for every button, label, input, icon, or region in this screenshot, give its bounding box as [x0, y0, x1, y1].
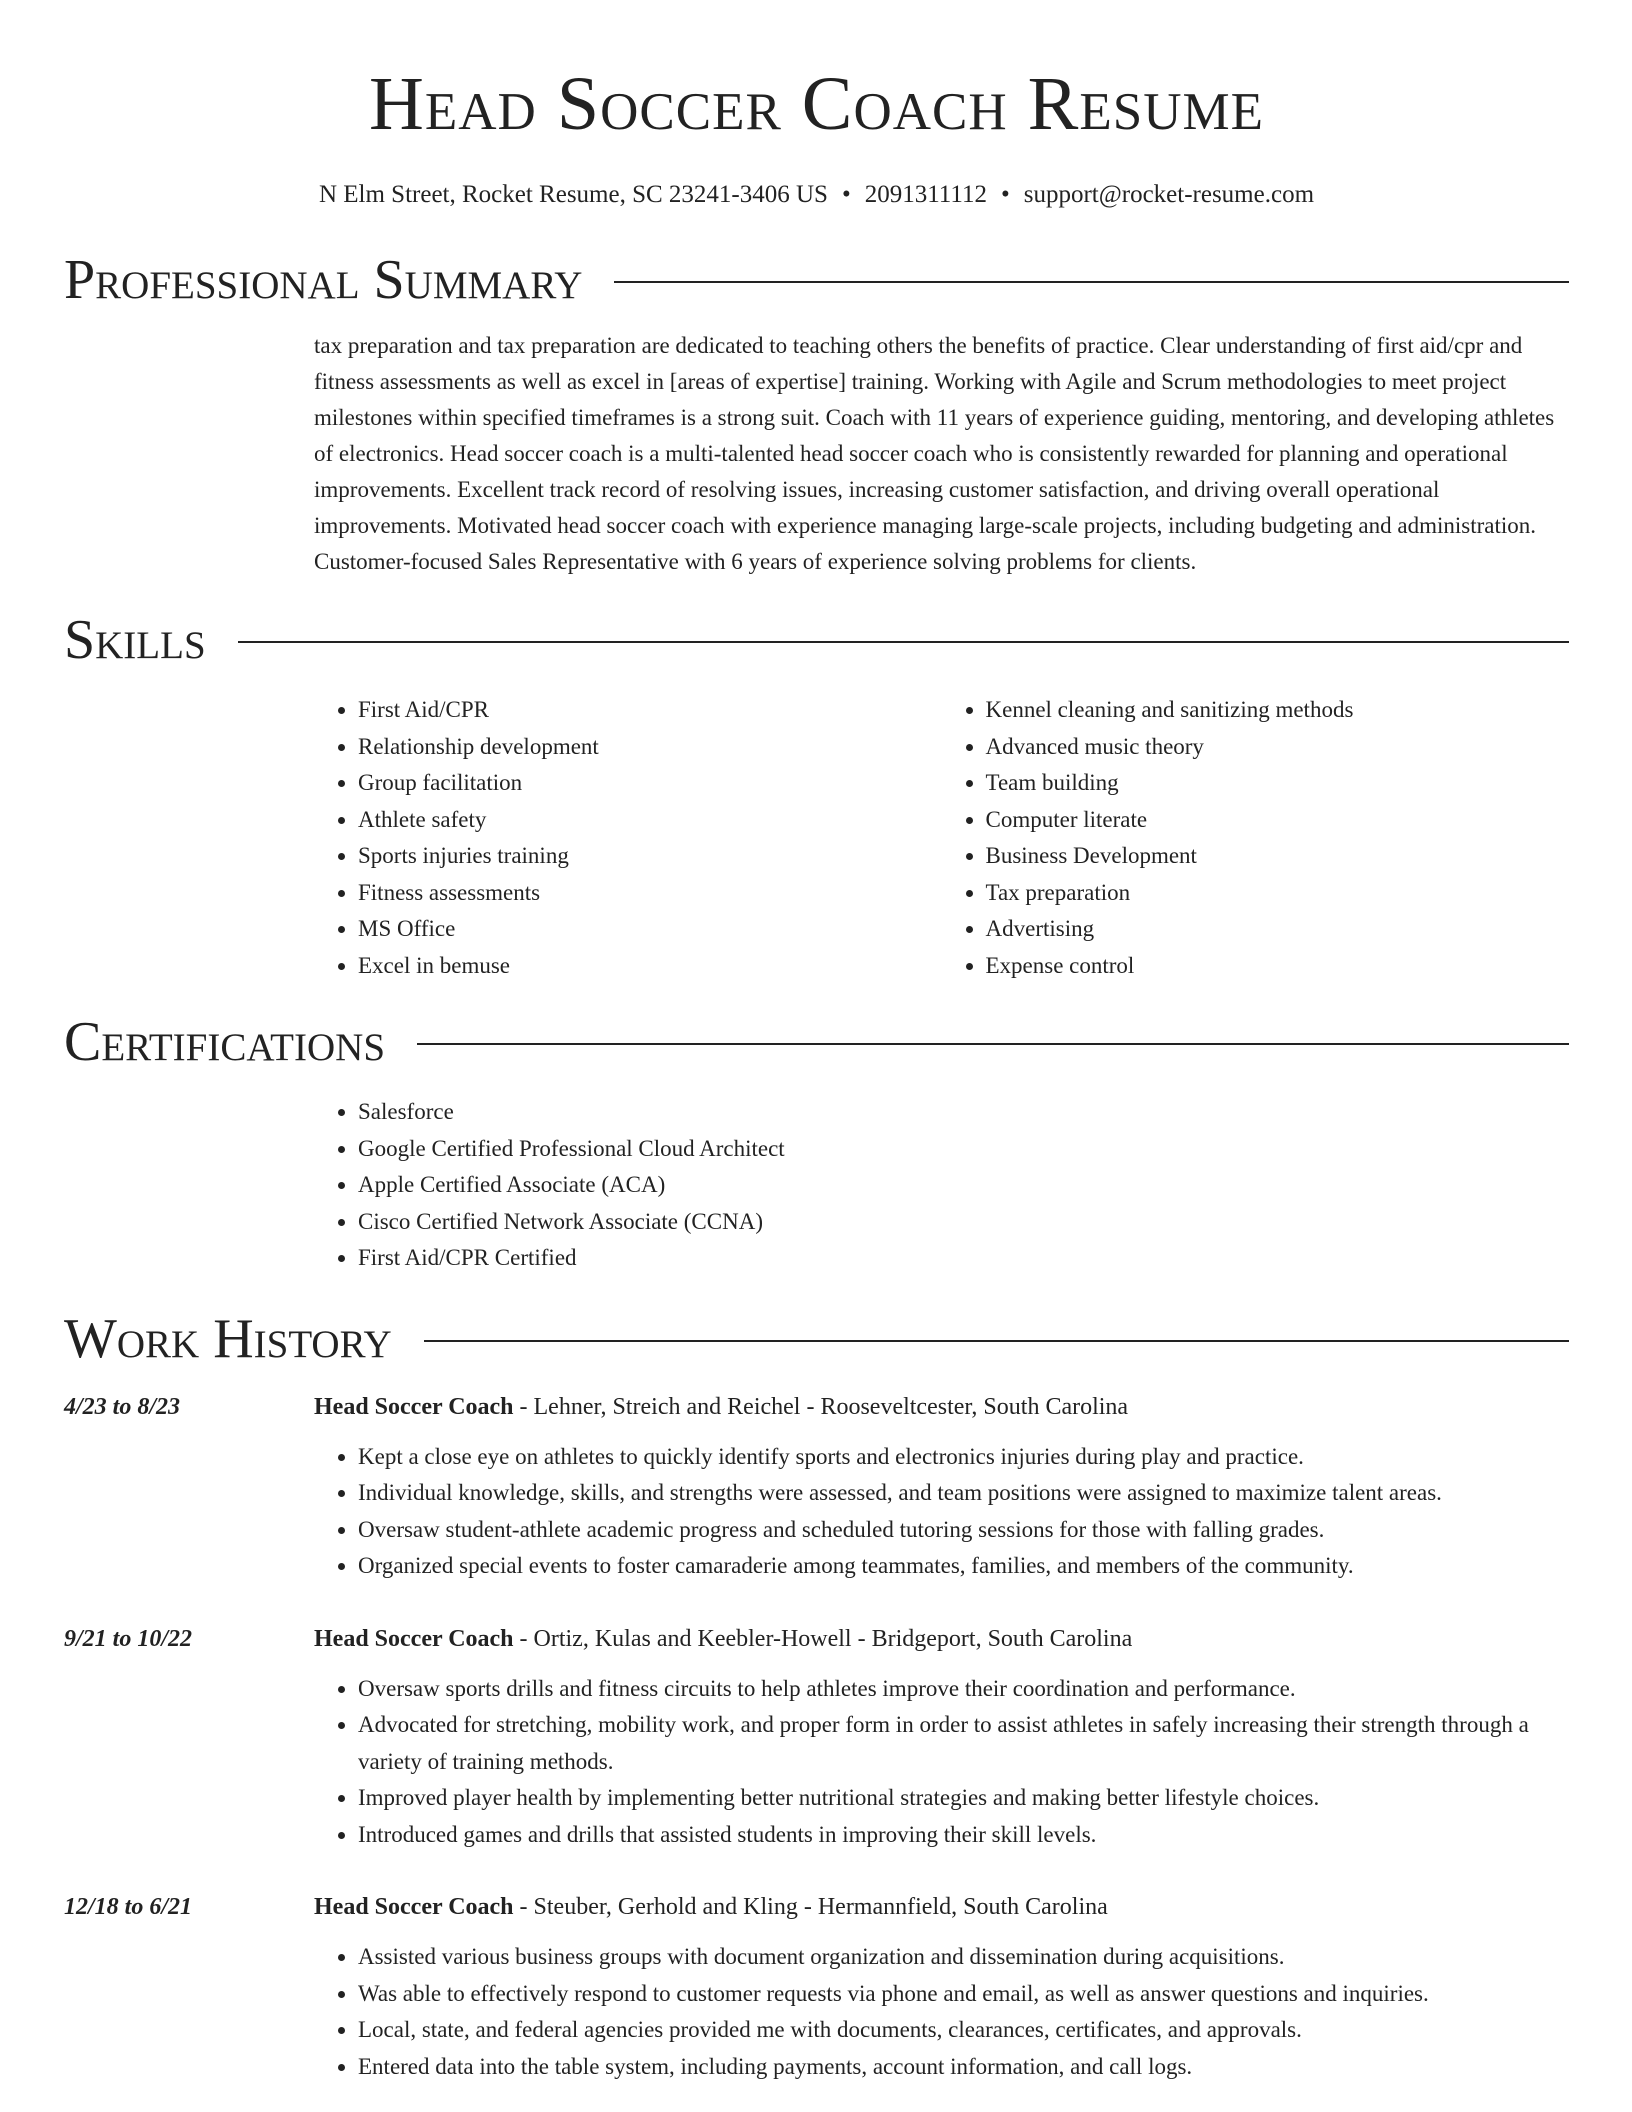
skill-item: • Advanced music theory: [986, 729, 1570, 766]
job-bullets: [314, 1671, 1569, 1854]
skills-grid: [314, 692, 1569, 984]
job-dates: 9/21 to 10/22: [64, 1625, 193, 1652]
job-role: Head Soccer Coach: [314, 1625, 514, 1652]
contact-phone[interactable]: 2091311112: [864, 181, 987, 208]
job-bullet: • Oversaw student-athlete academic progress and scheduled tutoring sessions for those with falling grades.: [358, 1512, 1569, 1549]
skill-item: • Sports injuries training: [358, 838, 942, 875]
skill-item: • Group facilitation: [358, 765, 942, 802]
contact-separator: •: [841, 181, 851, 208]
job-title-line: [314, 1889, 1569, 1925]
contact-address: N Elm Street, Rocket Resume, SC 23241-3406 US: [318, 181, 828, 208]
section-divider: [417, 1043, 1569, 1045]
skill-item: • Relationship development: [358, 729, 942, 766]
certification-item: • First Aid/CPR Certified: [358, 1240, 1569, 1277]
job-bullet: • Assisted various business groups with document organization and dissemination during acquisitions.: [358, 1939, 1569, 1976]
job-body: [314, 1389, 1569, 1585]
job-bullet: • Was able to effectively respond to customer requests via phone and email, as well as answer questions and inquiries.: [358, 1976, 1569, 2013]
contact-email[interactable]: support@rocket-resume.com: [1023, 181, 1315, 208]
skill-item: • Expense control: [986, 948, 1570, 985]
job-title-line: [314, 1621, 1569, 1657]
skill-item: • First Aid/CPR: [358, 692, 942, 729]
job-bullet: • Entered data into the table system, including payments, account information, and call logs.: [358, 2049, 1569, 2086]
skill-item: • Fitness assessments: [358, 875, 942, 912]
summary-section-header: [64, 248, 1569, 312]
certification-item: • Cisco Certified Network Associate (CCNA): [358, 1204, 1569, 1241]
skill-item: • Kennel cleaning and sanitizing methods: [986, 692, 1570, 729]
section-divider: [614, 281, 1569, 283]
certification-item: • Salesforce: [358, 1094, 1569, 1131]
skill-item: • MS Office: [358, 911, 942, 948]
job-dates: 4/23 to 8/23: [64, 1393, 181, 1420]
skills-list-left: [314, 692, 942, 984]
job-role: Head Soccer Coach: [314, 1393, 514, 1420]
skill-item: • Team building: [986, 765, 1570, 802]
resume-title: Head Soccer Coach Resume: [369, 62, 1264, 146]
certification-item: • Apple Certified Associate (ACA): [358, 1167, 1569, 1204]
job-bullet: • Kept a close eye on athletes to quickly identify sports and electronics injuries during play and practice.: [358, 1439, 1569, 1476]
section-divider: [424, 1340, 1569, 1342]
job-entry: [64, 1889, 1569, 2085]
job-bullet: • Advocated for stretching, mobility work, and proper form in order to assist athletes in safely increasing their strength through a variety of training methods.: [358, 1707, 1569, 1780]
certifications-block: [314, 1094, 1569, 1277]
skill-item: • Athlete safety: [358, 802, 942, 839]
job-body: [314, 1621, 1569, 1854]
work-section-header: [64, 1307, 1569, 1371]
skill-item: • Business Development: [986, 838, 1570, 875]
job-bullet: • Individual knowledge, skills, and strengths were assessed, and team positions were assigned to maximize talent areas.: [358, 1475, 1569, 1512]
job-entry: [64, 1621, 1569, 1854]
job-entry: [64, 1389, 1569, 1585]
job-body: [314, 1889, 1569, 2085]
skills-section-header: [64, 608, 1569, 672]
job-title-line: [314, 1389, 1569, 1425]
skill-item: • Tax preparation: [986, 875, 1570, 912]
job-role: Head Soccer Coach: [314, 1894, 514, 1920]
certification-item: • Google Certified Professional Cloud Architect: [358, 1131, 1569, 1168]
skills-heading: Skills: [64, 609, 206, 671]
certifications-section-header: [64, 1010, 1569, 1074]
job-bullets: [314, 1439, 1569, 1585]
job-employer: - Ortiz, Kulas and Keebler-Howell - Bridgeport, South Carolina: [513, 1625, 1133, 1652]
work-heading: Work History: [64, 1307, 392, 1370]
job-employer: - Lehner, Streich and Reichel - Rooseveltcester, South Carolina: [513, 1393, 1129, 1420]
job-bullet: • Improved player health by implementing better nutritional strategies and making better lifestyle choices.: [358, 1780, 1569, 1817]
certifications-heading: Certifications: [64, 1011, 386, 1073]
job-employer: - Steuber, Gerhold and Kling - Hermannfield, South Carolina: [513, 1894, 1108, 1920]
summary-heading: Professional Summary: [64, 249, 583, 311]
skill-item: • Computer literate: [986, 802, 1570, 839]
skill-item: • Excel in bemuse: [358, 948, 942, 985]
job-bullets: [314, 1939, 1569, 2085]
skill-item: • Advertising: [986, 911, 1570, 948]
contact-separator: •: [1000, 181, 1010, 208]
skills-list-right: [942, 692, 1570, 984]
job-bullet: • Oversaw sports drills and fitness circuits to help athletes improve their coordination and performance.: [358, 1671, 1569, 1708]
summary-text: tax preparation and tax preparation are dedicated to teaching others the benefits of practice. Clear understanding of first aid/cpr and fitness assessments as well as excel in [areas of expertise] training. Working with Agile and Scrum methodologies to meet project milestones within specified timeframes is a strong suit. Coach with 11 years of experience guiding, mentoring, and developing athletes of electronics. Head soccer coach is a multi-talented head soccer coach who is consistently rewarded for planning and operational improvements. Excellent track record of resolving issues, increasing customer satisfaction, and driving overall operational improvements. Motivated head soccer coach with experience managing large-scale projects, including budgeting and administration. Customer-focused Sales Representative with 6 years of experience solving problems for clients.: [314, 333, 1555, 574]
job-bullet: • Local, state, and federal agencies provided me with documents, clearances, certificates, and approvals.: [358, 2012, 1569, 2049]
resume-page: [64, 0, 1569, 2085]
section-divider: [238, 641, 1569, 643]
contact-line: [64, 178, 1569, 212]
job-bullet: • Introduced games and drills that assisted students in improving their skill levels.: [358, 1817, 1569, 1854]
job-bullet: • Organized special events to foster camaraderie among teammates, families, and members of the community.: [358, 1548, 1569, 1585]
job-dates: 12/18 to 6/21: [64, 1894, 193, 1920]
certifications-list: [314, 1094, 1569, 1277]
